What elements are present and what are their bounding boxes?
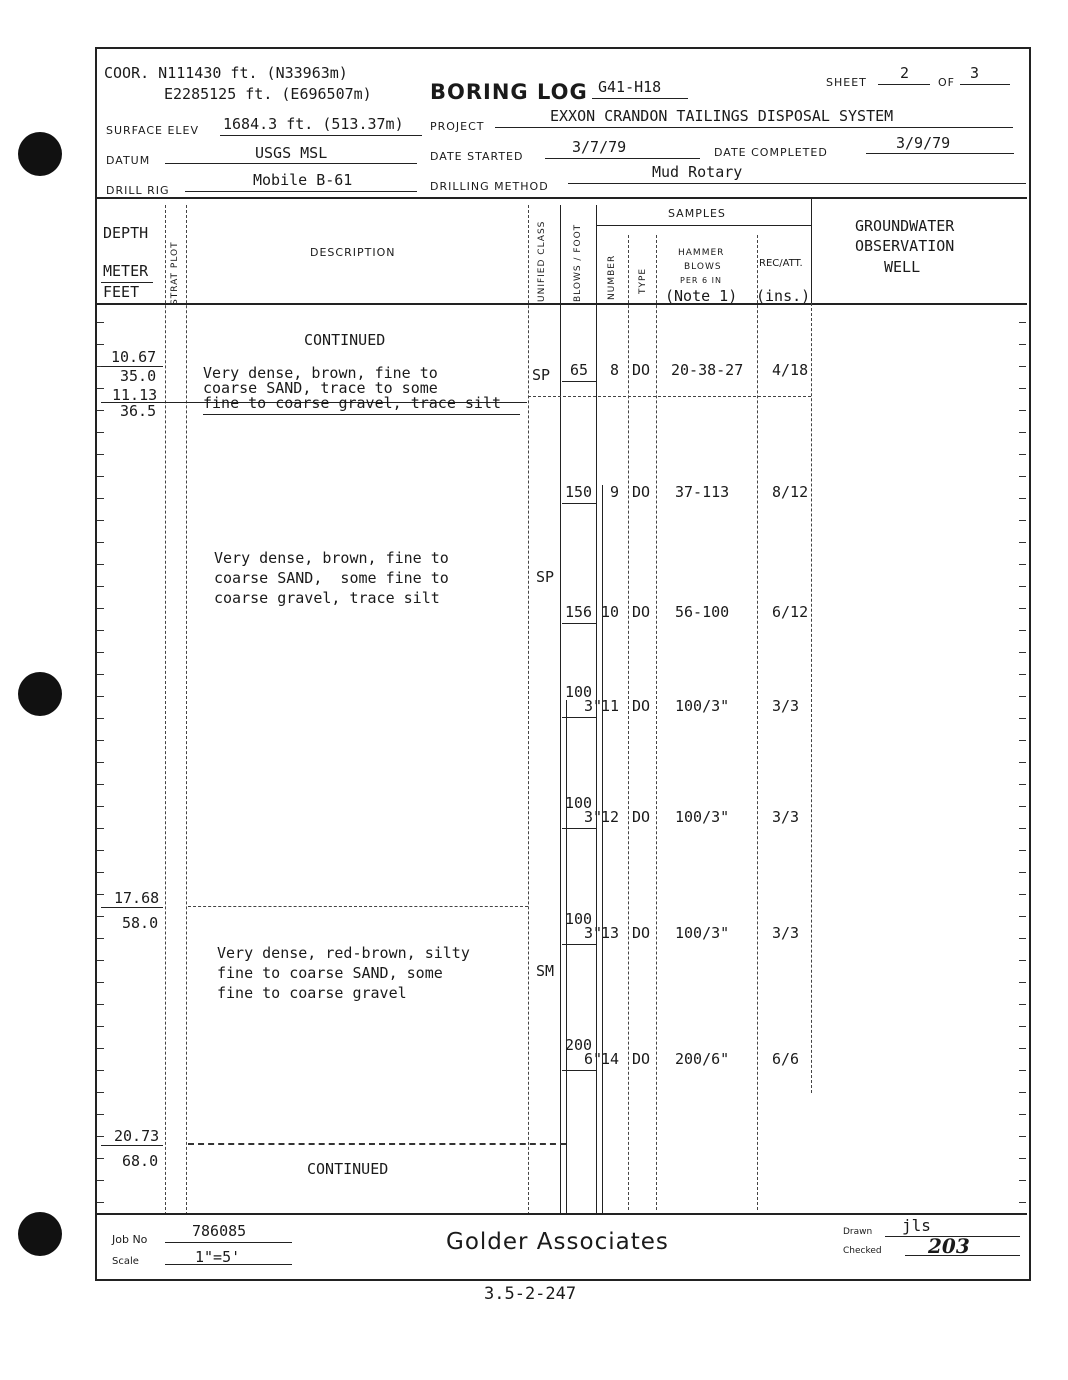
col-feet: FEET bbox=[103, 283, 140, 301]
drilling-method-value: Mud Rotary bbox=[652, 163, 743, 181]
sample-blows-sub: 3" bbox=[584, 697, 603, 715]
drawn-by: jls bbox=[902, 1216, 931, 1235]
coordinates-north: COOR. N111430 ft. (N33963m) bbox=[104, 64, 348, 82]
sample-type: DO bbox=[632, 603, 651, 621]
binder-hole-middle bbox=[18, 672, 62, 716]
sample-rec: 6/6 bbox=[772, 1050, 800, 1068]
job-no-value: 786085 bbox=[192, 1222, 247, 1240]
drill-rig-label: DRILL RIG bbox=[106, 184, 170, 197]
sample-number: 11 bbox=[601, 697, 620, 715]
sample-hammer: 56-100 bbox=[675, 603, 730, 621]
depth-feet-1: 35.0 bbox=[120, 367, 157, 385]
sample-blows-sub: 6" bbox=[584, 1050, 603, 1068]
datum-label: DATUM bbox=[106, 154, 151, 167]
company-name: Golder Associates bbox=[446, 1229, 669, 1255]
sample-rec: 6/12 bbox=[772, 603, 809, 621]
sheet-total: 3 bbox=[970, 64, 980, 82]
datum-value: USGS MSL bbox=[255, 144, 328, 162]
depth-meter-3: 17.68 bbox=[114, 889, 160, 907]
sample-hammer: 37-113 bbox=[675, 483, 730, 501]
col-rec-ins: (ins.) bbox=[756, 287, 811, 305]
class-stratum-1: SP bbox=[532, 366, 551, 384]
surface-elev-label: SURFACE ELEV bbox=[106, 124, 200, 137]
col-gw-l3: WELL bbox=[884, 258, 921, 276]
sample-number: 10 bbox=[601, 603, 620, 621]
description-stratum-1: Very dense, brown, fine to coarse SAND, trace to some fine to coarse gravel, trace silt bbox=[203, 364, 502, 412]
col-gw-l2: OBSERVATION bbox=[855, 237, 955, 255]
sample-blows: 100 bbox=[565, 794, 593, 812]
sample-blows: 100 bbox=[565, 683, 593, 701]
col-hammer-l3: PER 6 IN bbox=[680, 276, 722, 285]
drill-rig-value: Mobile B-61 bbox=[253, 171, 353, 189]
depth-feet-2: 36.5 bbox=[120, 402, 157, 420]
sample-hammer: 100/3" bbox=[675, 924, 730, 942]
drilling-method-label: DRILLING METHOD bbox=[430, 180, 549, 193]
sample-type: DO bbox=[632, 1050, 651, 1068]
job-no-label: Job No bbox=[112, 1233, 148, 1246]
col-strat-plot: STRAT PLOT bbox=[170, 241, 180, 305]
page-title: BORING LOG bbox=[430, 80, 588, 104]
col-type: TYPE bbox=[638, 267, 648, 294]
sample-number: 13 bbox=[601, 924, 620, 942]
date-completed-label: DATE COMPLETED bbox=[714, 146, 828, 159]
sample-number: 8 bbox=[610, 361, 620, 379]
sample-blows-sub: 3" bbox=[584, 924, 603, 942]
sample-hammer: 100/3" bbox=[675, 697, 730, 715]
sample-type: DO bbox=[632, 924, 651, 942]
sample-blows-sub: 3" bbox=[584, 808, 603, 826]
scale-value: 1"=5' bbox=[195, 1248, 241, 1266]
depth-meter-2: 11.13 bbox=[112, 386, 158, 404]
checked-label: Checked bbox=[843, 1246, 882, 1256]
depth-meter-1: 10.67 bbox=[111, 348, 157, 366]
sample-rec: 3/3 bbox=[772, 697, 800, 715]
sample-type: DO bbox=[632, 808, 651, 826]
sample-rec: 3/3 bbox=[772, 924, 800, 942]
page-number: 3.5-2-247 bbox=[484, 1284, 577, 1304]
sample-hammer: 20-38-27 bbox=[671, 361, 744, 379]
col-blows-foot: BLOWS / FOOT bbox=[573, 223, 583, 302]
depth-feet-3: 58.0 bbox=[122, 914, 159, 932]
sample-type: DO bbox=[632, 697, 651, 715]
depth-meter-4: 20.73 bbox=[114, 1127, 160, 1145]
drawn-label: Drawn bbox=[843, 1227, 873, 1237]
col-hammer-l1: HAMMER bbox=[678, 248, 725, 258]
project-value: EXXON CRANDON TAILINGS DISPOSAL SYSTEM bbox=[550, 107, 894, 125]
col-hammer-l2: BLOWS bbox=[684, 262, 722, 272]
date-started-value: 3/7/79 bbox=[572, 138, 627, 156]
sheet-label: SHEET bbox=[826, 76, 867, 89]
col-samples: SAMPLES bbox=[668, 207, 726, 220]
col-depth: DEPTH bbox=[103, 224, 149, 242]
sample-hammer: 100/3" bbox=[675, 808, 730, 826]
col-gw-l1: GROUNDWATER bbox=[855, 217, 955, 235]
class-stratum-2: SP bbox=[536, 568, 555, 586]
date-started-label: DATE STARTED bbox=[430, 150, 524, 163]
sample-number: 14 bbox=[601, 1050, 620, 1068]
sample-blows: 200 bbox=[565, 1036, 593, 1054]
checked-by-signature: 203 bbox=[928, 1234, 970, 1258]
col-meter: METER bbox=[103, 262, 149, 280]
sample-type: DO bbox=[632, 483, 651, 501]
sample-blows: 100 bbox=[565, 910, 593, 928]
sheet-number: 2 bbox=[900, 64, 910, 82]
binder-hole-top bbox=[18, 132, 62, 176]
col-rec-att: REC/ATT. bbox=[759, 258, 803, 269]
project-label: PROJECT bbox=[430, 120, 485, 133]
col-number: NUMBER bbox=[607, 254, 617, 300]
sample-number: 9 bbox=[610, 483, 620, 501]
sample-blows: 150 bbox=[565, 483, 593, 501]
sample-rec: 3/3 bbox=[772, 808, 800, 826]
description-stratum-3: Very dense, red-brown, silty fine to coarse SAND, some fine to coarse gravel bbox=[217, 944, 470, 1002]
col-hammer-note: (Note 1) bbox=[665, 287, 738, 305]
boring-log-id: G41-H18 bbox=[598, 78, 662, 96]
sample-rec: 4/18 bbox=[772, 361, 809, 379]
continued-top: CONTINUED bbox=[304, 331, 386, 349]
sample-blows: 156 bbox=[565, 603, 593, 621]
class-stratum-3: SM bbox=[536, 962, 555, 980]
depth-feet-4: 68.0 bbox=[122, 1152, 159, 1170]
surface-elev-value: 1684.3 ft. (513.37m) bbox=[223, 115, 404, 133]
col-unified-class: UNIFIED CLASS bbox=[537, 220, 547, 302]
coordinates-east: E2285125 ft. (E696507m) bbox=[164, 85, 372, 103]
continued-bottom: CONTINUED bbox=[307, 1160, 389, 1178]
scale-label: Scale bbox=[112, 1256, 139, 1267]
sample-type: DO bbox=[632, 361, 651, 379]
description-stratum-2: Very dense, brown, fine to coarse SAND, some fine to coarse gravel, trace silt bbox=[214, 549, 449, 607]
date-completed-value: 3/9/79 bbox=[896, 134, 951, 152]
of-label: OF bbox=[938, 76, 955, 89]
col-description: DESCRIPTION bbox=[310, 246, 396, 259]
sample-blows: 65 bbox=[570, 361, 589, 379]
sample-number: 12 bbox=[601, 808, 620, 826]
sample-rec: 8/12 bbox=[772, 483, 809, 501]
binder-hole-bottom bbox=[18, 1212, 62, 1256]
sample-hammer: 200/6" bbox=[675, 1050, 730, 1068]
